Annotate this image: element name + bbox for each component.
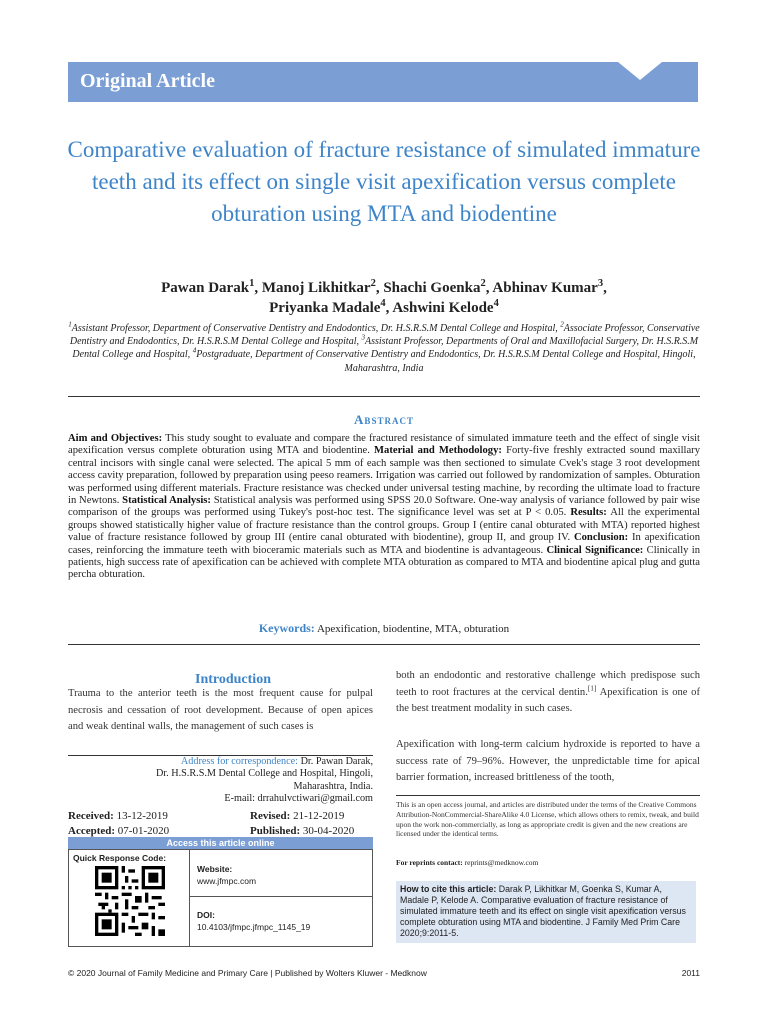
- introduction-right-text-2: Apexification with long-term calcium hydroxide is reported to have a success rate of 79–96%. However, the unpredictable time for apical barrier formation, increased brittleness of the tooth,: [396, 739, 700, 783]
- revised-date: 21-12-2019: [293, 810, 345, 822]
- introduction-heading: Introduction: [195, 672, 271, 687]
- received-date: 13-12-2019: [116, 810, 168, 822]
- dates-row-1: Received: 13-12-2019: [68, 810, 168, 822]
- author-name: Priyanka Madale: [269, 300, 381, 316]
- published-date: 30-04-2020: [302, 825, 355, 837]
- author-name: Abhinav Kumar: [492, 280, 598, 296]
- dates-row-1b: Revised: 21-12-2019: [250, 810, 345, 822]
- divider: [68, 644, 700, 645]
- article-title: Comparative evaluation of fracture resistance of simulated immature teeth and its effect on single visit apexification versus complete obturation using MTA and biodentine: [67, 137, 701, 226]
- author-name: Ashwini Kelode: [392, 300, 494, 316]
- how-to-cite-box: [396, 881, 696, 943]
- cite-text: Darak P, Likhitkar M, Goenka S, Kumar A, Madale P, Kelode A. Comparative evaluation of fracture resistance of simulated immature teeth and its effect on single visit apexification versus complete obturation using MTA and biodentine. J Family Med Prim Care 2020;9:2011-5.: [400, 884, 686, 938]
- reprints-email[interactable]: reprints@medknow.com: [464, 858, 539, 867]
- affiliations: $^1$Assistant Professor, Department of Conservative Dentistry and Endodontics, Dr. H.S.R.S.M Dental College and Hospital, $^2$Associate Professor, Conservative Dentistry and Endodontics, Dr. H.S.R.S.M Dental College and Hospital, $^3$Assistant Professor, Departments of Oral and Maxillofacial Surgery, Dr. H.S.R.S.M Dental College and Hospital, $^4$Postgraduate, Department of Conservative Dentistry and Endodontics, Dr. H.S.R.S.M Dental College and Hospital, Hingoli, Maharashtra, India: [68, 320, 700, 374]
- banner-notch-decoration: [618, 62, 662, 80]
- divider: [190, 896, 372, 897]
- affiliation: Associate Professor, Conservative Dentistry and Endodontics, Dr. H.S.R.S.M Dental College and Hospital,: [69, 323, 700, 348]
- doi-label: DOI:: [197, 910, 215, 920]
- website-label: Website:: [197, 864, 233, 874]
- correspondence-block: Address for correspondence: Dr. Pawan Darak, Dr. H.S.R.S.M Dental College and Hospital, Hingoli, Maharashtra, India. E-mail: drrahulvctiwari@gmail.com: [155, 756, 373, 805]
- author-name: Manoj Likhitkar: [261, 280, 371, 296]
- dates-row-2b: Published: 30-04-2020: [250, 825, 355, 837]
- access-online-bar: Access this article online: [68, 837, 373, 849]
- divider: [68, 396, 700, 397]
- correspondence-email: E-mail: drrahulvctiwari@gmail.com: [224, 793, 373, 805]
- access-online-box: [68, 849, 373, 947]
- affiliation: Assistant Professor, Department of Conservative Dentistry and Endodontics, Dr. H.S.R.S.M Dental College and Hospital,: [71, 323, 558, 334]
- introduction-right-text: both an endodontic and restorative challenge which predispose such teeth to root fractures at the cervical dentin.[1] Apexification is one of the best treatment modality in such cases.: [396, 670, 700, 714]
- qr-column: [69, 850, 190, 946]
- author-name: Shachi Goenka: [383, 280, 481, 296]
- page-number: 2011: [681, 968, 700, 978]
- dates-row-2: Accepted: 07-01-2020: [68, 825, 170, 837]
- keywords-text: Apexification, biodentine, MTA, obturation: [316, 623, 510, 635]
- website-link[interactable]: www.jfmpc.com: [197, 876, 257, 886]
- cite-label: How to cite this article:: [400, 884, 497, 894]
- affiliation: Assistant Professor, Departments of Oral and Maxillofacial Surgery, Dr. H.S.R.S.M Dental College and Hospital,: [72, 336, 699, 361]
- article-type-label: Original Article: [80, 70, 215, 92]
- license-text: This is an open access journal, and articles are distributed under the terms of the Creative Commons Attribution-NonCommercial-ShareAlike 4.0 License, which allows others to remix, tweak, and build upon the work non-commercially, as long as appropriate credit is given and the new creations are licensed under the identical terms.: [396, 800, 699, 839]
- introduction-left-text: Trauma to the anterior teeth is the most frequent cause for pulpal necrosis and cessation of root development. Because of open apices and weak dentinal walls, the management of such cases is: [68, 688, 373, 732]
- accepted-date: 07-01-2020: [117, 825, 170, 837]
- qr-label: Quick Response Code:: [73, 853, 167, 863]
- footer-copyright: © 2020 Journal of Family Medicine and Primary Care | Published by Wolters Kluwer - Medknow: [68, 968, 427, 978]
- abstract-body: Aim and Objectives: This study sought to evaluate and compare the fractured resistance of simulated immature teeth and the effect of single visit apexification versus complete obturation using MTA and biodentine. Material and Methodology: Forty-five freshly extracted sound maxillary central incisors with single canal were selected. The apical 5 mm of each sample was then sectioned to simulate Cvek's stage 3 root development access cavity preparation, followed by preparation using peeso reamers. Irrigation was carried out followed by randomization of samples. Obturation was performed using different materials. Fracture resistance was checked under universal testing machine, by recording the ultimate load to fracture in Newtons. Statistical Analysis: Statistical analysis was performed using SPSS 20.0 Software. One-way analysis of variance followed by pair wise comparison of the groups was performed using Tukey's post-hoc test. The significance level was set at P < 0.05. Results: All the experimental groups showed statistically higher value of fracture resistance than the control groups. Group I (entire canal obturated with MTA) reported highest value of fracture resistance followed by group III (entire canal obturated with biodentine), group II, and group IV. Conclusion: In apexification cases, reinforcing the immature teeth with bioceramic materials such as MTA and biodentine is advantageous. Clinical Significance: Clinically in patients, high success rate of apexification can be achieved with complete MTA obturation as compared to MTA and biodentine apical plug and gutta percha obturation.: [68, 433, 701, 581]
- article-type-banner: [68, 62, 698, 102]
- doi-link[interactable]: 10.4103/jfmpc.jfmpc_1145_19: [197, 922, 311, 932]
- keywords-label: Keywords:: [258, 621, 315, 635]
- affiliation: Postgraduate, Department of Conservative Dentistry and Endodontics, Dr. H.S.R.S.M Dental College and Hospital, Hingoli, Maharashtra, India: [196, 349, 696, 374]
- author-list: Pawan Darak$^1$, Manoj Likhitkar$^2$, Shachi Goenka$^2$, Abhinav Kumar$^3$, Priyanka Madale$^4$, Ashwini Kelode$^4$: [161, 278, 607, 316]
- reprints-line: For reprints contact: reprints@medknow.com: [396, 858, 539, 867]
- correspondence-label: Address for correspondence:: [180, 756, 299, 767]
- keywords: [68, 621, 700, 636]
- author-name: Pawan Darak: [161, 280, 250, 296]
- qr-code-icon[interactable]: [95, 866, 165, 936]
- abstract-heading: Abstract: [354, 412, 414, 427]
- divider: [396, 795, 700, 796]
